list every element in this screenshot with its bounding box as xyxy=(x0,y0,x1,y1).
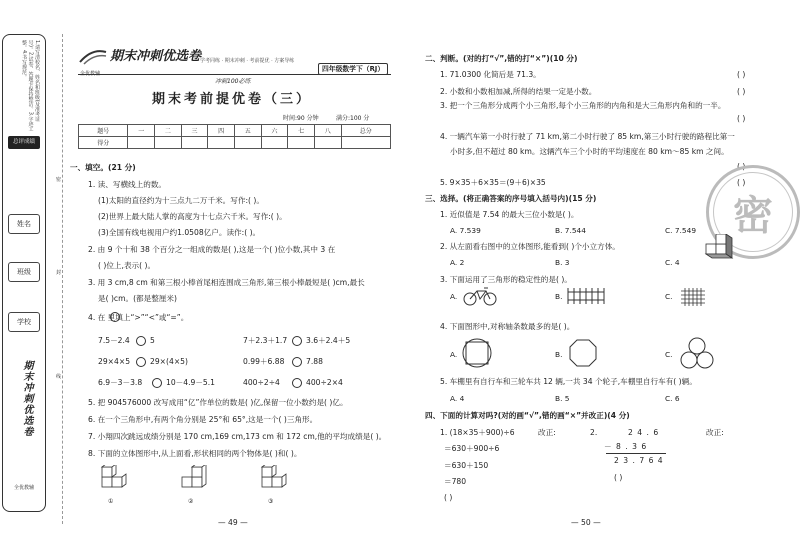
secret-stamp-text: 密 xyxy=(713,172,793,252)
cmp-r3-b: 10－4.9－5.1 xyxy=(166,378,216,387)
compare-blank[interactable] xyxy=(136,357,146,367)
calc1-step-1: ＝630＋900÷6 xyxy=(444,444,500,453)
s3-q3-option-c[interactable]: C. xyxy=(665,292,673,301)
cut-mark-1: 密 xyxy=(56,177,62,183)
calc2-row-2: － 8 . 3 6 xyxy=(604,442,648,451)
school-label: 学校 xyxy=(17,318,31,326)
publisher-logo xyxy=(78,46,108,68)
score-table-cell: 题号 xyxy=(79,125,128,137)
calc2-row-1: 2 4 . 6 xyxy=(628,428,660,437)
s3-q5: 5. 车棚里有自行车和三轮车共 12 辆,一共 34 个轮子,车棚里自行车有( )辆。 xyxy=(440,377,697,386)
class-label: 班级 xyxy=(17,268,31,276)
s3-q2-option-b[interactable]: B. 3 xyxy=(555,258,570,267)
s3-q5-option-b[interactable]: B. 5 xyxy=(555,394,570,403)
s3-q2-option-c[interactable]: C. 4 xyxy=(665,258,680,267)
calc1-correct-label: 改正: xyxy=(538,428,556,437)
s3-q3-option-b[interactable]: B. xyxy=(555,292,563,301)
compare-blank[interactable] xyxy=(292,378,302,388)
s1-q6: 6. 在一个三角形中,有两个角分别是 25°和 65°,这是一个( )三角形。 xyxy=(88,415,318,424)
score-table-cell: 四 xyxy=(208,125,235,137)
cube-figure-1-icon xyxy=(102,465,126,487)
s1-q8: 8. 下面的立体图形中,从上面看,形状相同的两个物体是( )和( )。 xyxy=(88,449,302,458)
score-input[interactable] xyxy=(314,137,341,149)
calc1-step-3: ＝780 xyxy=(444,477,467,486)
score-input[interactable] xyxy=(288,137,315,149)
fence-gate-icon xyxy=(566,286,606,306)
page-number-right: — 50 — xyxy=(571,518,601,527)
cmp-r2-a: 29×4×5 xyxy=(98,357,131,366)
exam-time: 时间:90 分钟 xyxy=(283,115,319,122)
score-box-label: 总评成绩 xyxy=(8,136,40,149)
class-field[interactable] xyxy=(8,262,40,282)
cmp-r3-d: 400÷2×4 xyxy=(306,378,343,387)
score-table-header-row xyxy=(79,125,391,137)
score-table-cell: 总分 xyxy=(341,125,390,137)
school-field[interactable] xyxy=(8,312,40,332)
s2-answer-2[interactable]: ( ) xyxy=(737,87,746,96)
cube-stack-icon xyxy=(702,234,738,262)
s2-answer-3[interactable]: ( ) xyxy=(737,114,746,123)
circle-square-icon xyxy=(462,338,492,368)
s3-q2: 2. 从左面看右图中的立体图形,能看到( )个小立方体。 xyxy=(440,242,620,251)
cube-label-2: ② xyxy=(188,498,194,505)
s1-q3b: 是( )cm。(都是整厘米) xyxy=(98,294,177,303)
cube-label-3: ③ xyxy=(268,498,274,505)
binding-brand-logo: 期末冲刺优选卷 xyxy=(21,360,32,437)
octagon-icon xyxy=(568,338,598,368)
s2-item-2: 2. 小数和小数相加减,所得的结果一定是小数。 xyxy=(440,87,597,96)
cut-line xyxy=(62,34,63,524)
s1-q3a: 3. 用 3 cm,8 cm 和第三根小棒首尾相连围成三角形,第三根小棒最短是( )cm,最长 xyxy=(88,278,365,287)
cmp-r1-c: 7＋2.3＋1.7 xyxy=(243,336,288,345)
cmp-r2-c: 0.99＋6.88 xyxy=(243,357,285,366)
s1-q1c: (3)全国有线电视用户约1.0508亿户。读作:( )。 xyxy=(98,228,261,237)
s3-q3: 3. 下面运用了三角形的稳定性的是( )。 xyxy=(440,275,572,284)
s3-q4: 4. 下面图形中,对称轴条数最多的是( )。 xyxy=(440,322,575,331)
cmp-r3-c: 400÷2÷4 xyxy=(243,378,280,387)
three-circles-icon xyxy=(680,336,714,370)
header-slogans: 学考同练 · 期末冲刺 · 考前提优 · 方案导练 xyxy=(200,58,295,64)
score-table-cell: 三 xyxy=(181,125,208,137)
cube-label-1: ① xyxy=(108,498,114,505)
s2-item-5: 5. 9×35＋6×35＝(9＋6)×35 xyxy=(440,178,546,187)
cube-figure-3-icon xyxy=(262,465,286,487)
cut-mark-3: 线 xyxy=(56,374,62,380)
score-input[interactable] xyxy=(128,137,155,149)
s3-q4-option-a[interactable]: A. xyxy=(450,350,458,359)
s1-q2b: ( )位上,表示( )。 xyxy=(98,261,156,270)
s2-answer-4[interactable]: ( ) xyxy=(737,162,746,171)
score-table-cell: 五 xyxy=(234,125,261,137)
score-input[interactable] xyxy=(181,137,208,149)
s2-item-1: 1. 71.0300 化简后是 71.3。 xyxy=(440,70,541,79)
cut-mark-2: 封 xyxy=(56,270,62,276)
cube-figure-2-icon xyxy=(182,465,206,487)
s1-q7: 7. 小翔四次跳远成绩分别是 170 cm,169 cm,173 cm 和 172 cm,他的平均成绩是( )。 xyxy=(88,432,387,441)
score-table-cell: 七 xyxy=(288,125,315,137)
s1-q1a: (1)太阳的直径约为十三点九二万千米。写作:( )。 xyxy=(98,196,264,205)
calc1-answer[interactable]: ( ) xyxy=(444,493,453,502)
section2-heading: 二、判断。(对的打“√”,错的打“×”)(10 分) xyxy=(425,54,578,63)
score-table-cell: 八 xyxy=(314,125,341,137)
grade-badge: 四年级数学下（RJ） xyxy=(318,63,388,75)
header-rule xyxy=(78,74,391,75)
header-subtitle: 冲刺100必练 xyxy=(215,78,251,85)
s1-q2a: 2. 由 9 个十和 38 个百分之一组成的数是( ),这是一个( )位小数,其中 3 在 xyxy=(88,245,336,254)
calc2-row-3: 2 3 . 7 6 4 xyxy=(614,456,664,465)
calc1-title: 1. (18×35＋900)÷6 xyxy=(440,428,515,437)
score-table-cell: 二 xyxy=(155,125,182,137)
compare-circle-icon xyxy=(110,312,120,322)
exam-title: 期末考前提优卷（三） xyxy=(152,92,313,107)
cmp-r1-b: 5 xyxy=(150,336,155,345)
cmp-r1-d: 3.6＋2.4＋5 xyxy=(306,336,351,345)
compare-blank[interactable] xyxy=(136,336,146,346)
logo-swoosh-icon xyxy=(78,46,108,68)
cmp-r3-a: 6.9－3－3.8 xyxy=(98,378,143,387)
calc2-rule xyxy=(606,453,666,454)
s1-q5: 5. 把 904576000 改写成用“亿”作单位的数是( )亿,保留一位小数约是( )亿。 xyxy=(88,398,348,407)
binding-notes: 1.请写清校名、姓名和班级(及准考证号)。2.试卷、答题卡保持整洁。3.字迹工整。4.书写规范。 xyxy=(21,40,40,132)
section1-heading: 一、填空。(21 分) xyxy=(70,163,136,172)
publisher-name: 全优教辅 xyxy=(80,71,101,77)
score-input[interactable] xyxy=(155,137,182,149)
compare-blank[interactable] xyxy=(292,336,302,346)
s2-item-3: 3. 把一个三角形分成两个小三角形,每个小三角形的内角和是大三角形内角和的一半。 xyxy=(440,101,726,110)
score-table-cell: 一 xyxy=(128,125,155,137)
compare-blank[interactable] xyxy=(152,378,162,388)
cmp-r1-a: 7.5－2.4 xyxy=(98,336,130,345)
s3-q5-option-a[interactable]: A. 4 xyxy=(450,394,465,403)
calc2-answer[interactable]: ( ) xyxy=(614,473,623,482)
score-input[interactable] xyxy=(341,137,390,149)
grid-window-icon xyxy=(680,287,706,307)
s3-q5-option-c[interactable]: C. 6 xyxy=(665,394,680,403)
section3-heading: 三、选择。(将正确答案的序号填入括号内)(15 分) xyxy=(425,194,597,203)
s3-q1-option-a[interactable]: A. 7.539 xyxy=(450,226,481,235)
cmp-r2-b: 29×(4×5) xyxy=(150,357,188,366)
brand-title: 期末冲刺优选卷 xyxy=(110,49,202,64)
s1-q1b: (2)世界上最大陆人掌的高度为十七点六千米。写作:( )。 xyxy=(98,212,287,221)
s2-answer-1[interactable]: ( ) xyxy=(737,70,746,79)
s3-q4-option-c[interactable]: C. xyxy=(665,350,673,359)
score-table-cell: 得分 xyxy=(79,137,128,149)
cube-figures xyxy=(100,465,300,495)
s3-q3-option-a[interactable]: A. xyxy=(450,292,458,301)
calc2-title: 2. xyxy=(590,428,598,437)
name-field[interactable] xyxy=(8,214,40,234)
section4-heading: 四、下面的计算对吗?(对的画“√”,错的画“×”并改正)(4 分) xyxy=(425,411,630,420)
s3-q1: 1. 近似值是 7.54 的最大三位小数是( )。 xyxy=(440,210,579,219)
bicycle-icon xyxy=(462,286,498,306)
cmp-r2-d: 7.88 xyxy=(306,357,323,366)
calc2-correct-label: 改正: xyxy=(706,428,724,437)
exam-full-score: 满分:100 分 xyxy=(336,115,370,122)
score-table xyxy=(78,124,391,149)
score-input[interactable] xyxy=(234,137,261,149)
score-input[interactable] xyxy=(208,137,235,149)
s3-q1-option-b[interactable]: B. 7.544 xyxy=(555,226,586,235)
score-table-score-row xyxy=(79,137,391,149)
s2-item-4b: 小时多,但不超过 80 km。这辆汽车三个小时的平均速度在 80 km～85 km 之间。 xyxy=(450,147,729,156)
s2-answer-5[interactable]: ( ) xyxy=(737,178,746,187)
s3-q4-option-b[interactable]: B. xyxy=(555,350,563,359)
s1-q1: 1. 读、写横线上的数。 xyxy=(88,180,167,189)
s2-item-4: 4. 一辆汽车第一小时行驶了 71 km,第二小时行驶了 85 km,第三小时行驶的路程比第一 xyxy=(440,132,735,141)
calc1-step-2: ＝630＋150 xyxy=(444,461,489,470)
compare-blank[interactable] xyxy=(292,357,302,367)
s3-q2-option-a[interactable]: A. 2 xyxy=(450,258,465,267)
s3-q1-option-c[interactable]: C. 7.549 xyxy=(665,226,697,235)
name-label: 姓名 xyxy=(17,220,31,228)
score-table-cell: 六 xyxy=(261,125,288,137)
s1-q4: 4. 在 里填上“>”“<”或“=”。 xyxy=(88,313,189,322)
binding-publisher: 全优教辅 xyxy=(13,485,34,491)
page-number-left: — 49 — xyxy=(218,518,248,527)
score-input[interactable] xyxy=(261,137,288,149)
